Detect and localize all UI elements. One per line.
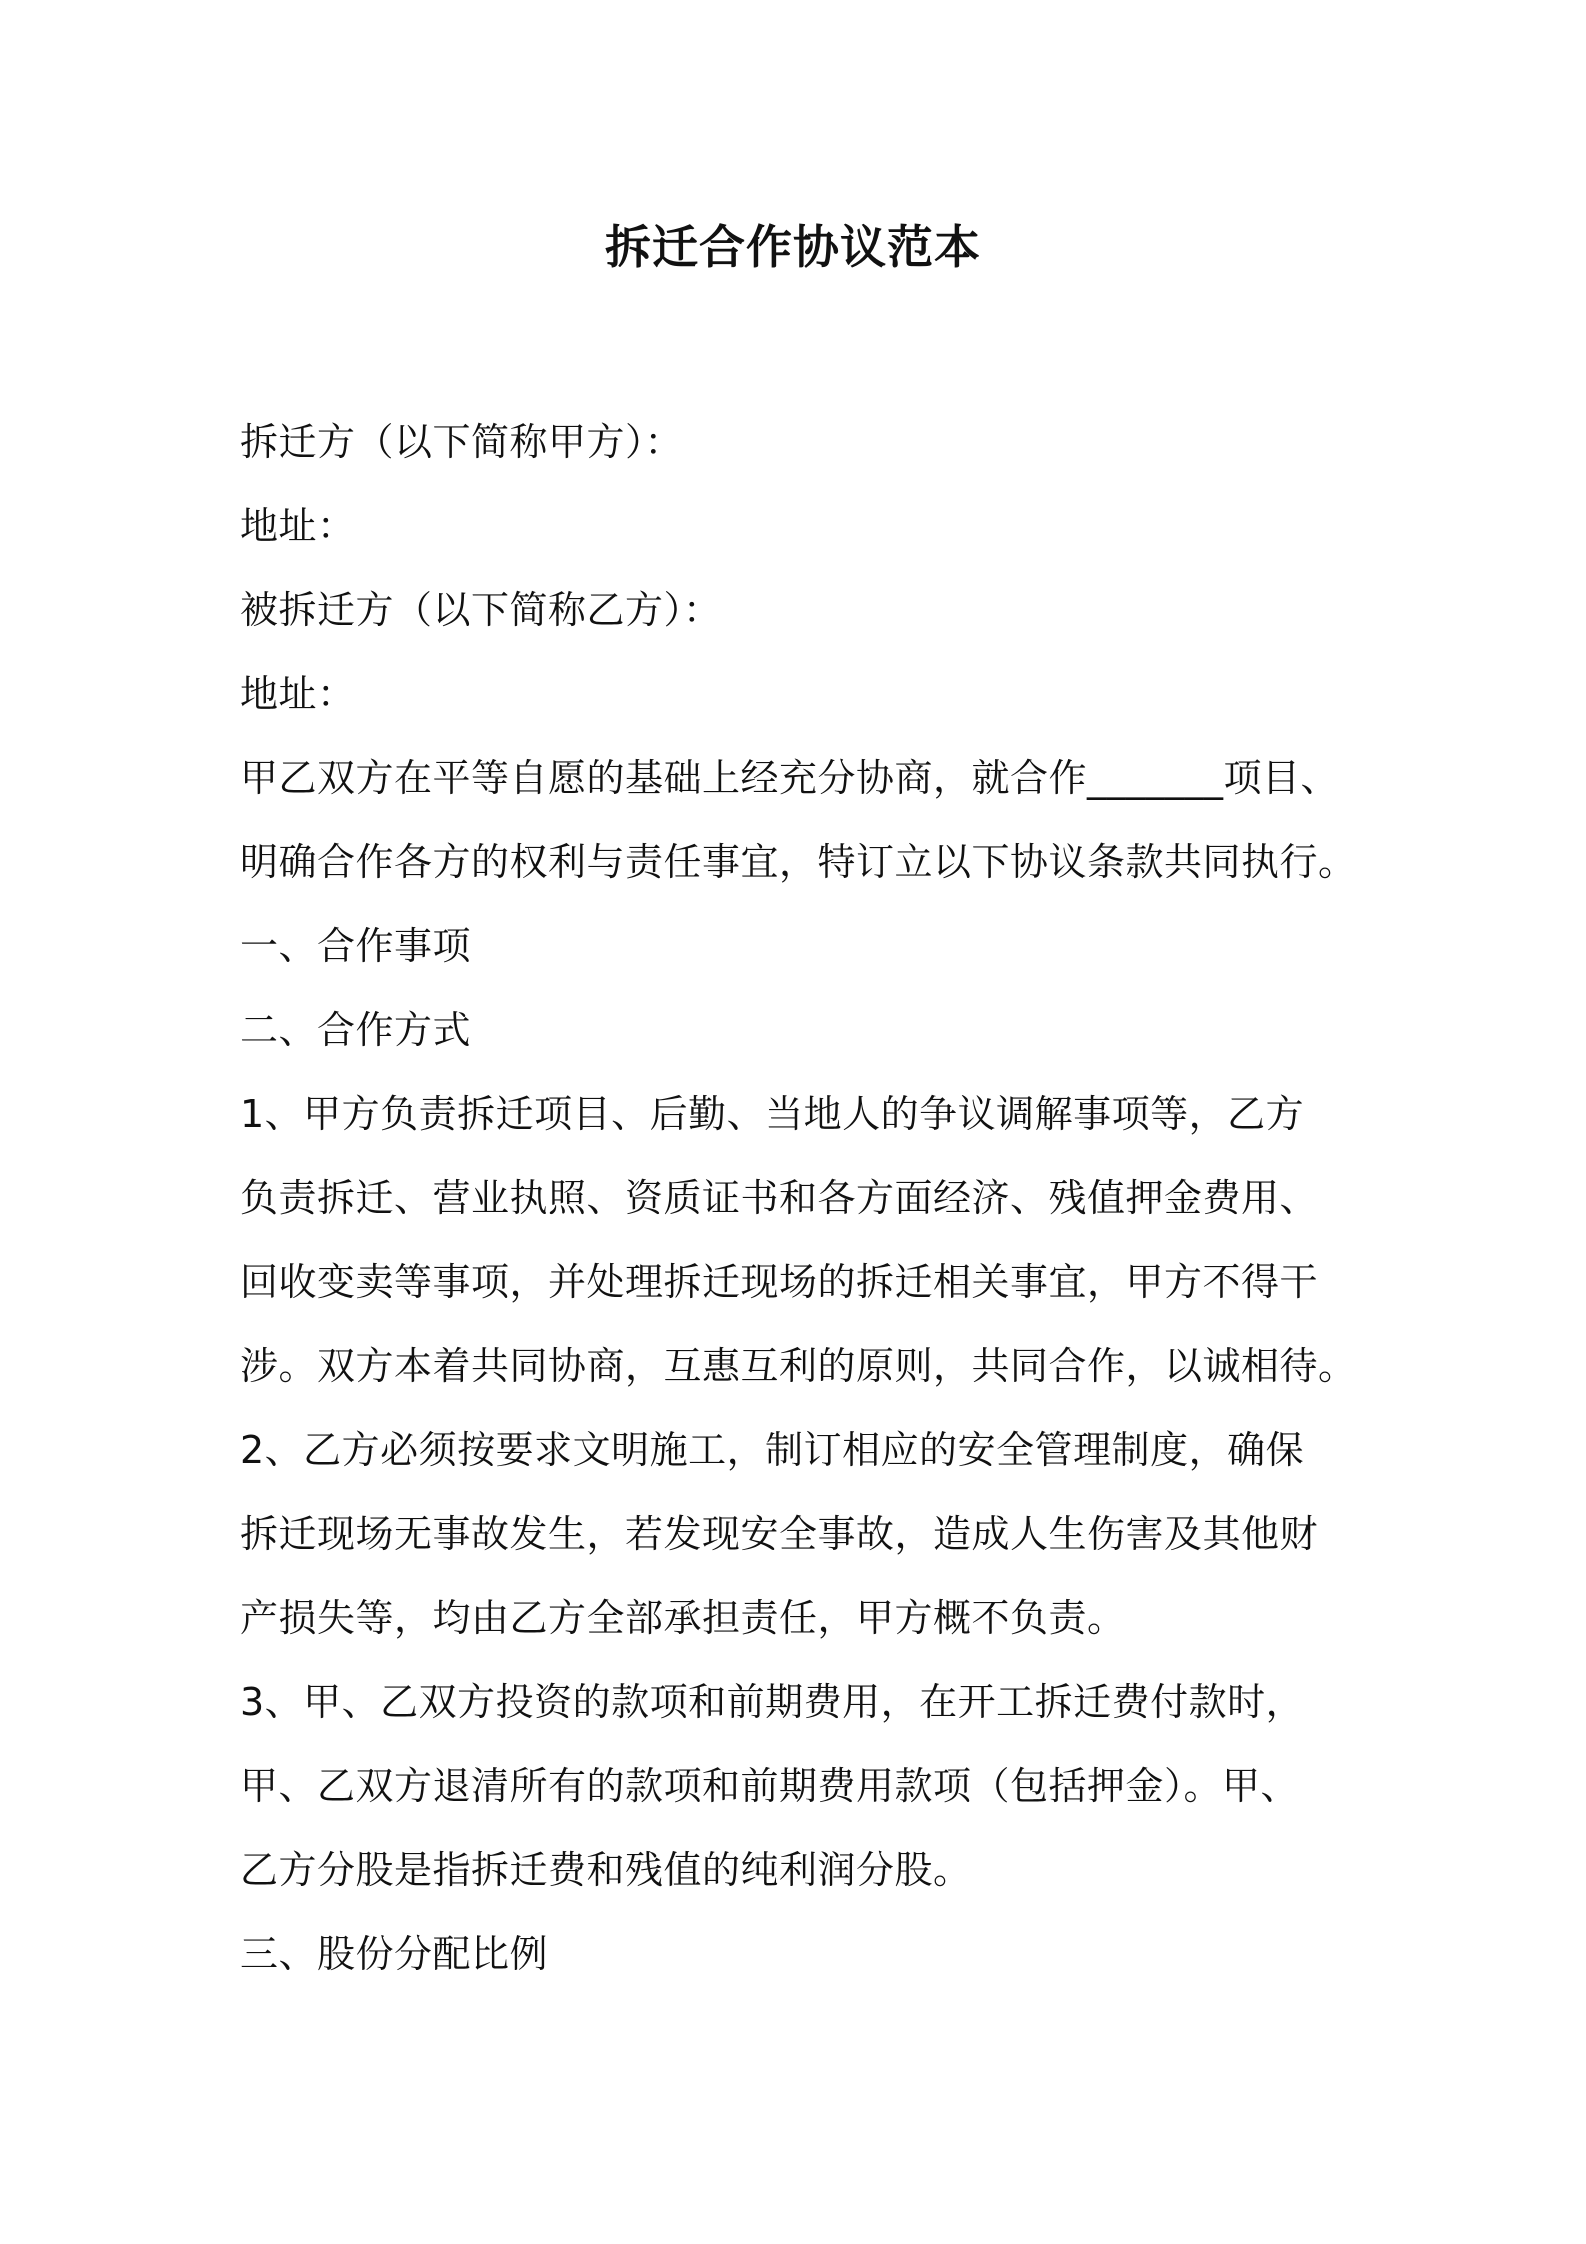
preamble-line-1: 甲乙双方在平等自愿的基础上经充分协商，就合作_______项目、 <box>240 756 1340 800</box>
document-title: 拆迁合作协议范本 <box>605 220 981 274</box>
document-body <box>240 400 1380 1996</box>
preamble-line-2: 明确合作各方的权利与责任事宜，特订立以下协议条款共同执行。 <box>240 840 1357 884</box>
clause-1-line-3: 回收变卖等事项，并处理拆迁现场的拆迁相关事宜，甲方不得干 <box>240 1260 1319 1304</box>
party-b-address-line: 地址： <box>240 672 356 716</box>
clause-3-line-3: 乙方分股是指拆迁费和残值的纯利润分股。 <box>240 1848 972 1892</box>
clause-3-line-1: 3、甲、乙双方投资的款项和前期费用，在开工拆迁费付款时， <box>240 1680 1305 1724</box>
section-heading-1: 一、合作事项 <box>240 924 472 968</box>
party-b-line: 被拆迁方（以下简称乙方）： <box>240 588 722 632</box>
clause-2-line-1: 2、乙方必须按要求文明施工，制订相应的安全管理制度，确保 <box>240 1428 1305 1472</box>
clause-1-line-2: 负责拆迁、营业执照、资质证书和各方面经济、残值押金费用、 <box>240 1176 1319 1220</box>
clause-2-line-3: 产损失等，均由乙方全部承担责任，甲方概不负责。 <box>240 1596 1126 1640</box>
clause-2-line-2: 拆迁现场无事故发生，若发现安全事故，造成人生伤害及其他财 <box>240 1512 1319 1556</box>
clause-1-line-1: 1、甲方负责拆迁项目、后勤、当地人的争议调解事项等，乙方 <box>240 1092 1305 1136</box>
party-a-address-line: 地址： <box>240 504 356 548</box>
clause-1-line-4: 涉。双方本着共同协商，互惠互利的原则，共同合作，以诚相待。 <box>240 1344 1357 1388</box>
clause-3-line-2: 甲、乙双方退清所有的款项和前期费用款项（包括押金）。甲、 <box>240 1764 1300 1808</box>
party-a-line: 拆迁方（以下简称甲方）： <box>240 420 684 464</box>
section-heading-3: 三、股份分配比例 <box>240 1932 549 1976</box>
section-heading-2: 二、合作方式 <box>240 1008 472 1052</box>
